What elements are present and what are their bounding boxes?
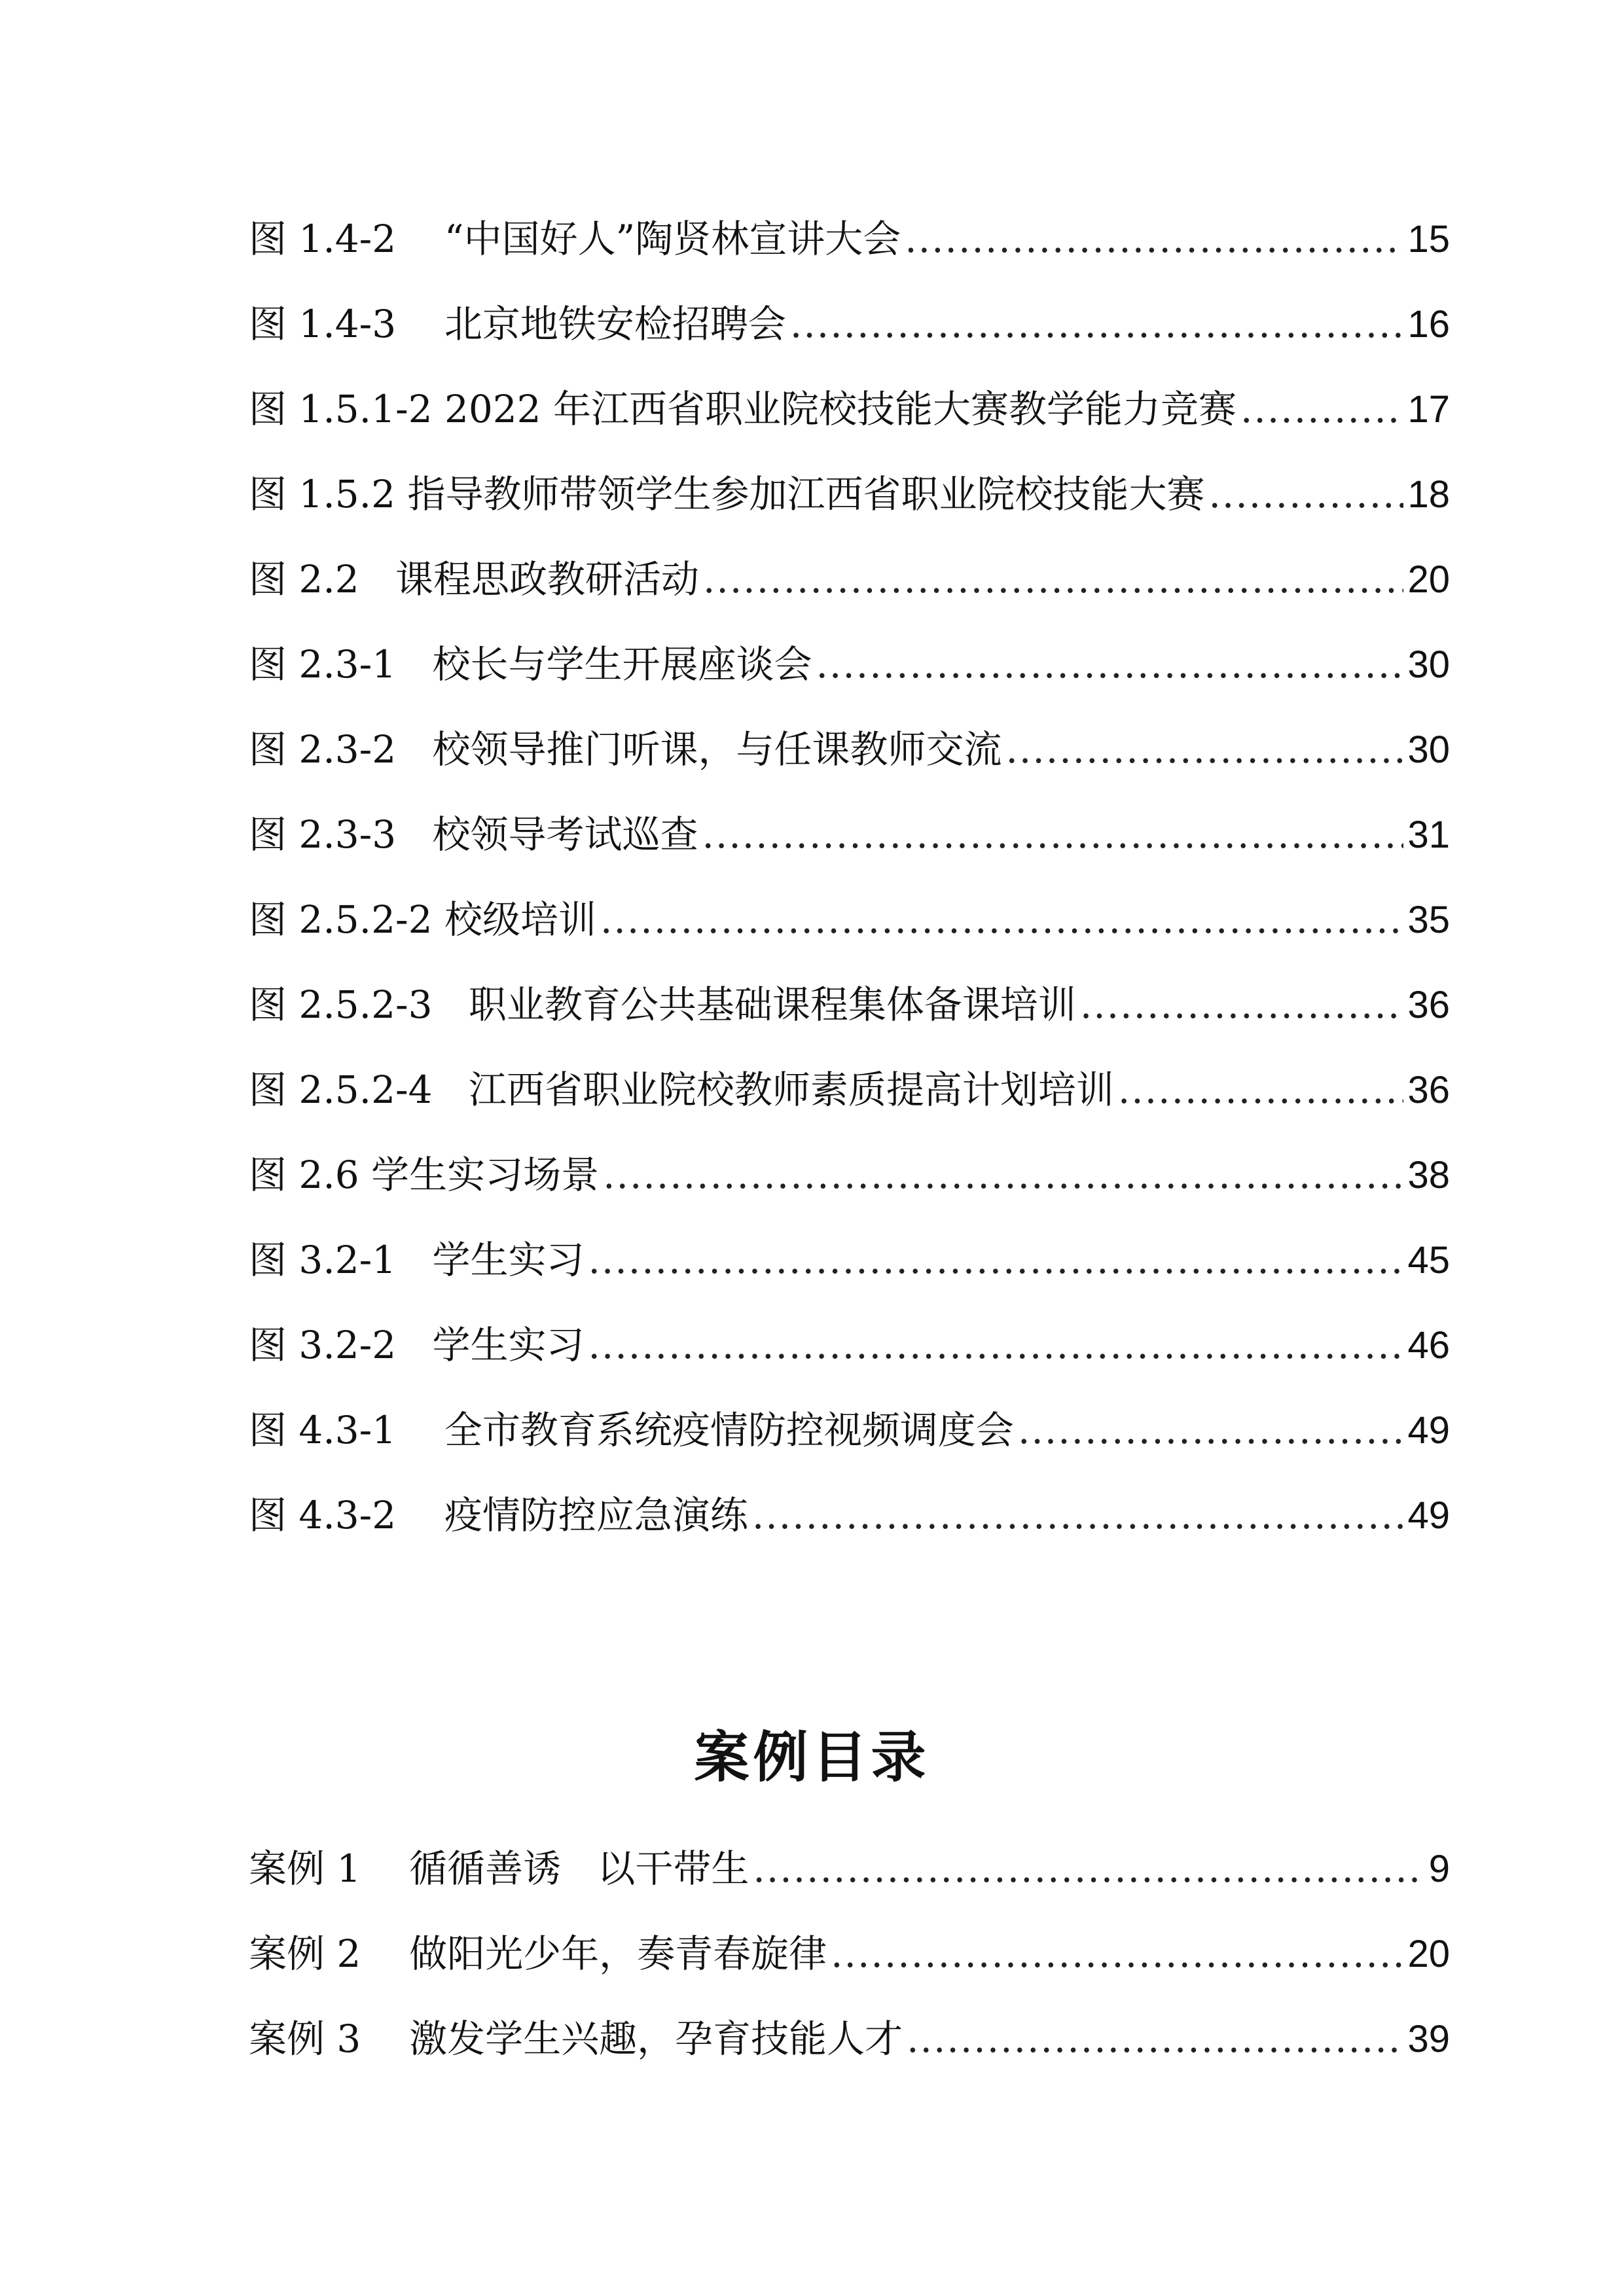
toc-entry-label: 案例 3 激发学生兴趣，孕育技能人才 <box>249 2017 903 2061</box>
dot-leader <box>1006 707 1404 792</box>
toc-entry-label: 图 2.3-3 校领导考试巡查 <box>249 812 698 857</box>
dot-leader <box>1018 1388 1404 1473</box>
toc-entry-page: 20 <box>1407 1933 1450 1975</box>
toc-entry-label: 案例 2 做阳光少年，奏青春旋律 <box>249 1931 827 1976</box>
toc-entry-page: 49 <box>1407 1494 1450 1537</box>
toc-entry-label: 图 3.2-1 学生实习 <box>249 1238 585 1282</box>
case-toc <box>249 1826 1450 2081</box>
toc-entry[interactable] <box>249 1388 1450 1473</box>
toc-entry-label: 图 1.4-2 “中国好人”陶贤林宣讲大会 <box>249 217 901 261</box>
toc-entry[interactable] <box>249 792 1450 877</box>
toc-entry[interactable] <box>249 196 1450 281</box>
case-section-title: 案例目录 <box>694 1725 930 1789</box>
toc-entry-page: 46 <box>1407 1324 1450 1367</box>
dot-leader <box>702 792 1404 877</box>
toc-entry-page: 39 <box>1407 2018 1450 2060</box>
toc-entry[interactable] <box>249 1047 1450 1132</box>
dot-leader <box>816 622 1404 707</box>
toc-entry[interactable] <box>249 622 1450 707</box>
toc-entry-label: 图 1.5.2 指导教师带领学生参加江西省职业院校技能大赛 <box>249 472 1205 516</box>
toc-entry-label: 图 1.4-3 北京地铁安检招聘会 <box>249 302 786 346</box>
figure-toc <box>249 196 1450 1558</box>
toc-entry-page: 18 <box>1407 473 1450 516</box>
toc-entry-label: 图 1.5.1-2 2022 年江西省职业院校技能大赛教学能力竞赛 <box>249 387 1236 431</box>
toc-entry[interactable] <box>249 452 1450 537</box>
toc-entry[interactable] <box>249 537 1450 622</box>
toc-entry[interactable] <box>249 1217 1450 1302</box>
dot-leader <box>1240 367 1403 452</box>
toc-entry-label: 图 2.5.2-4 江西省职业院校教师素质提高计划培训 <box>249 1067 1114 1112</box>
toc-entry-page: 17 <box>1407 388 1450 431</box>
toc-entry-label: 图 2.3-1 校长与学生开展座谈会 <box>249 642 812 687</box>
toc-entry-page: 49 <box>1407 1409 1450 1452</box>
toc-entry[interactable] <box>249 367 1450 452</box>
toc-entry-page: 36 <box>1407 1069 1450 1111</box>
toc-entry[interactable] <box>249 1473 1450 1558</box>
dot-leader <box>1080 962 1404 1047</box>
toc-entry-page: 15 <box>1407 218 1450 260</box>
toc-entry-label: 图 2.5.2-2 校级培训 <box>249 897 596 942</box>
toc-entry-page: 16 <box>1407 303 1450 346</box>
toc-entry-page: 30 <box>1407 643 1450 686</box>
toc-entry[interactable] <box>249 707 1450 792</box>
dot-leader <box>600 877 1404 962</box>
toc-entry-page: 20 <box>1407 558 1450 601</box>
dot-leader <box>752 1473 1404 1558</box>
dot-leader <box>1118 1047 1404 1132</box>
dot-leader <box>790 281 1404 367</box>
dot-leader <box>603 1132 1403 1217</box>
dot-leader <box>1208 452 1403 537</box>
dot-leader <box>588 1302 1404 1388</box>
toc-entry-label: 图 2.6 学生实习场景 <box>249 1153 600 1197</box>
toc-entry-page: 30 <box>1407 728 1450 771</box>
toc-entry[interactable] <box>249 1132 1450 1217</box>
dot-leader <box>588 1217 1404 1302</box>
toc-entry[interactable] <box>249 1826 1450 1911</box>
toc-entry-label: 图 4.3-2 疫情防控应急演练 <box>249 1493 748 1537</box>
dot-leader <box>831 1911 1403 1996</box>
toc-entry-page: 9 <box>1428 1848 1450 1890</box>
toc-entry-label: 图 3.2-2 学生实习 <box>249 1323 585 1367</box>
toc-entry-label: 图 2.2 课程思政教研活动 <box>249 557 699 601</box>
toc-entry-page: 31 <box>1407 814 1450 856</box>
dot-leader <box>907 1996 1403 2081</box>
toc-entry-label: 图 2.5.2-3 职业教育公共基础课程集体备课培训 <box>249 982 1076 1027</box>
toc-entry-label: 图 4.3-1 全市教育系统疫情防控视频调度会 <box>249 1408 1014 1452</box>
toc-entry-label: 案例 1 循循善诱 以干带生 <box>249 1846 749 1891</box>
toc-entry-page: 36 <box>1407 984 1450 1026</box>
toc-entry-page: 35 <box>1407 899 1450 941</box>
dot-leader <box>753 1826 1424 1911</box>
toc-entry[interactable] <box>249 1911 1450 1996</box>
toc-entry[interactable] <box>249 1996 1450 2081</box>
toc-entry[interactable] <box>249 877 1450 962</box>
dot-leader <box>905 196 1403 281</box>
toc-entry-page: 38 <box>1407 1154 1450 1196</box>
toc-entry[interactable] <box>249 1302 1450 1388</box>
toc-entry-page: 45 <box>1407 1239 1450 1282</box>
toc-entry-label: 图 2.3-2 校领导推门听课，与任课教师交流 <box>249 727 1002 772</box>
toc-entry[interactable] <box>249 962 1450 1047</box>
toc-entry[interactable] <box>249 281 1450 367</box>
dot-leader <box>703 537 1403 622</box>
